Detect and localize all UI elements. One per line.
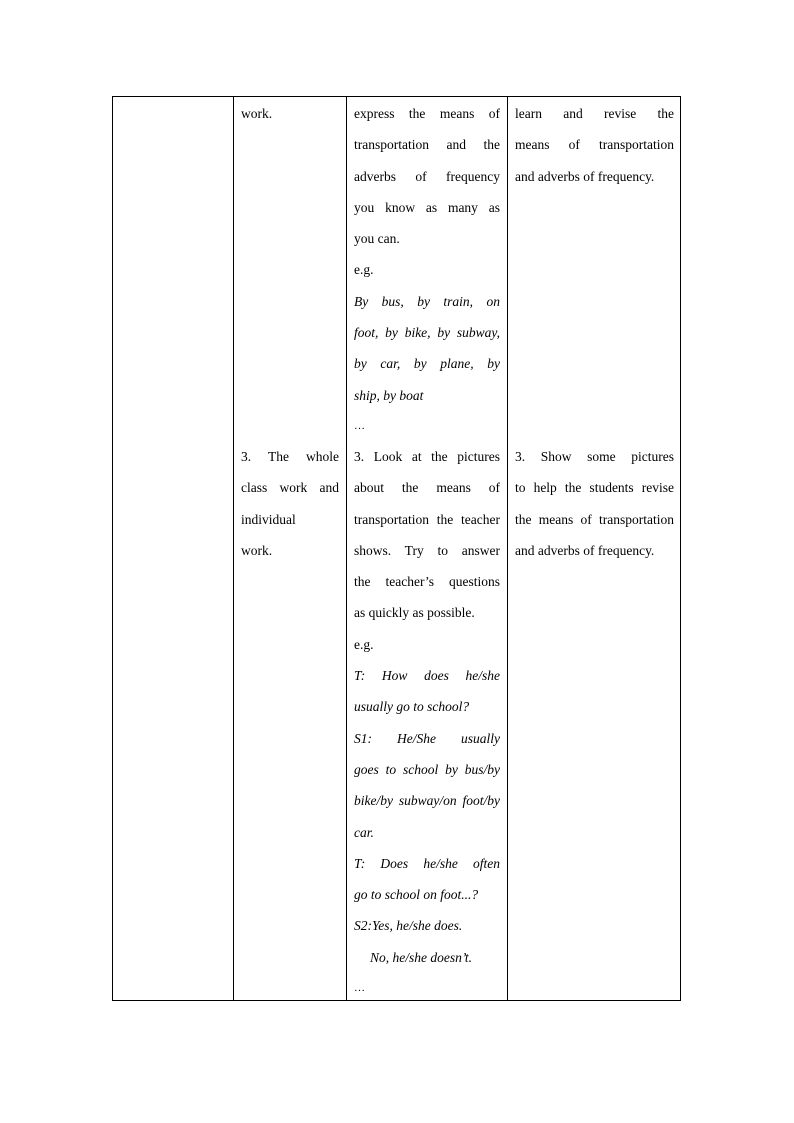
column-divider [233,97,234,1000]
text-line: means of transportation [515,137,674,153]
lesson-plan-table [112,96,681,1001]
dialogue-line: S2:Yes, he/she does. [354,918,463,934]
text-line: transportation and the [354,137,500,153]
organization-cell-1 [241,98,339,129]
example-line: By bus, by train, on [354,293,500,309]
text-line: you can. [354,231,400,247]
example-line: ship, by boat [354,387,424,403]
text-line: express the means of [354,106,500,121]
ellipsis: … [354,982,365,995]
dialogue-line: bike/by subway/on foot/by [354,793,500,809]
text-line: and adverbs of frequency. [515,168,655,184]
dialogue-line: T: How does he/she [354,668,500,684]
eg-label: e.g. [354,262,374,278]
text-line: you know as many as [354,199,500,215]
organization-cell-2 [241,441,339,566]
dialogue-line: S1: He/She usually [354,730,500,746]
eg-label: e.g. [354,636,374,652]
text-line: class work and [241,480,339,496]
text-line: shows. Try to answer [354,542,500,558]
text-line: work. [241,106,273,121]
dialogue-line: goes to school by bus/by [354,761,500,777]
dialogue-line: No, he/she doesn’t. [370,949,472,965]
student-activity-cell-1 [354,98,500,442]
dialogue-line: usually go to school? [354,699,470,715]
dialogue-line: car. [354,824,374,840]
example-line: by car, by plane, by [354,356,500,372]
ellipsis: … [354,419,365,432]
text-line: individual [241,511,296,527]
column-divider [507,97,508,1000]
text-line: 3. Look at the pictures [354,449,500,464]
text-line: 3. The whole [241,449,339,464]
text-line: about the means of [354,480,500,496]
text-line: work. [241,542,273,558]
teacher-activity-cell-2 [515,441,674,566]
dialogue-line: T: Does he/she often [354,855,500,871]
example-line: foot, by bike, by subway, [354,325,500,341]
text-line: 3. Show some pictures [515,449,674,464]
teacher-activity-cell-1 [515,98,674,192]
text-line: transportation the teacher [354,511,500,527]
text-line: the means of transportation [515,511,674,527]
text-line: adverbs of frequency [354,168,500,184]
dialogue-line: go to school on foot...? [354,887,479,903]
column-divider [346,97,347,1000]
text-line: learn and revise the [515,106,674,121]
text-line: to help the students revise [515,480,674,496]
student-activity-cell-2 [354,441,500,1004]
text-line: and adverbs of frequency. [515,542,655,558]
text-line: as quickly as possible. [354,605,475,621]
text-line: the teacher’s questions [354,574,500,590]
